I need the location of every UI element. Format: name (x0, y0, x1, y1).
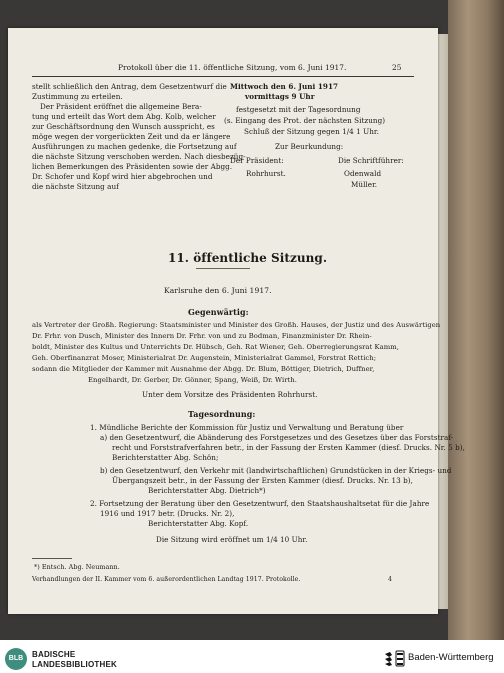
state-coat-of-arms-icon (383, 650, 405, 667)
left-line: Ausführungen zu machen gedenke, die Fortsetzung auf (32, 142, 237, 151)
running-header: Protokoll über die 11. öffentliche Sitzung, vom 6. Juni 1917. (118, 63, 347, 72)
header-rule (32, 76, 414, 77)
book-binding (448, 0, 504, 640)
agenda-line: 1. Mündliche Berichte der Kommission für Justiz und Verwaltung und Beratung über (90, 423, 404, 432)
praesident-label: Der Präsident: (230, 156, 284, 165)
viewer-footer (0, 640, 504, 673)
right-line: vormittags 9 Uhr (245, 92, 315, 101)
attendance-line: sodann die Mitglieder der Kammer mit Ausnahme der Abgg. Dr. Blum, Böttiger, Dietrich, Duffner, (32, 365, 375, 373)
left-line: die nächste Sitzung verschoben werden. Nach diesbezüg- (32, 152, 246, 161)
document-page (8, 28, 465, 614)
right-line: (s. Eingang des Prot. der nächsten Sitzung) (224, 116, 386, 125)
agenda-line: recht und Forststrafverfahren betr., in der Fassung der Ersten Kammer (diesf. Drucks. Nr. 5 b), (112, 443, 465, 452)
schriftfuehrer-name: Odenwald (344, 169, 382, 178)
left-line: lichen Bemerkungen des Präsidenten sowie der Abgg. (32, 162, 233, 171)
attendance-line: Engelhardt, Dr. Gerber, Dr. Gönner, Spang, Weiß, Dr. Wirth. (88, 376, 297, 384)
title-rule (196, 268, 250, 269)
agenda-line: a) den Gesetzentwurf, die Abänderung des Forstgesetzes und des Gesetzes über das Forststraf- (100, 433, 454, 442)
schriftfuehrer-label: Die Schriftführer: (338, 156, 404, 165)
section-title: 11. öffentliche Sitzung. (168, 251, 328, 265)
vorsitz-line: Unter dem Vorsitze des Präsidenten Rohrhurst. (142, 390, 318, 399)
footnote: *) Entsch. Abg. Neumann. (34, 563, 120, 571)
attendance-line: als Vertreter der Großh. Regierung: Staatsminister und Minister des Großh. Hauses, der Justiz und des Auswärtigen (32, 321, 441, 329)
org-name-line1: BADISCHE (32, 650, 76, 659)
opening-line: Die Sitzung wird eröffnet um 1/4 10 Uhr. (156, 535, 308, 544)
left-line: Der Präsident eröffnet die allgemeine Bera- (40, 102, 202, 111)
agenda-line: 2. Fortsetzung der Beratung über den Gesetzentwurf, den Staatshaushaltsetat für die Jahre (90, 499, 430, 508)
left-line: die nächste Sitzung auf (32, 182, 119, 191)
tagesordnung-heading: Tagesordnung: (188, 409, 256, 419)
org-name-line2: LANDESBIBLIOTHEK (32, 660, 117, 669)
footnote-rule (32, 558, 72, 559)
page-number: 25 (392, 63, 402, 72)
agenda-line: Berichterstatter Abg. Dietrich*) (148, 486, 266, 495)
attendance-line: Geh. Oberfinanzrat Moser, Ministerialrat Dr. Augenstein, Ministerialrat Gammel, Forstrat Rettich; (32, 354, 377, 362)
state-name[interactable]: Baden-Württemberg (408, 652, 494, 663)
left-line: Zustimmung zu erteilen. (32, 92, 123, 101)
right-line: festgesetzt mit der Tagesordnung (236, 105, 361, 114)
sheet-number: 4 (388, 576, 392, 583)
schriftfuehrer-name: Müller. (351, 180, 378, 189)
agenda-line: b) den Gesetzentwurf, den Verkehr mit (landwirtschaftlichen) Grundstücken in der Kriegs- und (100, 466, 452, 475)
agenda-line: Berichterstatter Abg. Schön; (112, 453, 219, 462)
blb-logo[interactable]: BLB (5, 648, 27, 670)
gegenwaertig-heading: Gegenwärtig: (188, 307, 249, 317)
agenda-line: Berichterstatter Abg. Kopf. (148, 519, 249, 528)
left-line: stellt schließlich den Antrag, dem Gesetzentwurf die (32, 82, 227, 91)
left-line: Dr. Schofer und Kopf wird hier abgebrochen und (32, 172, 213, 181)
left-line: zur Geschäftsordnung den Wunsch ausspricht, es (32, 122, 215, 131)
beurkundung-label: Zur Beurkundung: (275, 142, 344, 151)
attendance-line: boldt, Minister des Kultus und Unterrichts Dr. Hübsch, Geh. Rat Wiener, Geh. Oberregierungsrat Kamm, (32, 343, 399, 351)
praesident-name: Rohrhurst. (246, 169, 286, 178)
bottom-line: Verhandlungen der II. Kammer vom 6. außerordentlichen Landtag 1917. Protokolle. (32, 576, 301, 583)
place-date: Karlsruhe den 6. Juni 1917. (164, 286, 272, 295)
left-line: tung und erteilt das Wort dem Abg. Kolb, welcher (32, 112, 216, 121)
right-line: Mittwoch den 6. Juni 1917 (230, 82, 339, 91)
left-line: möge wegen der vorgerückten Zeit und da er längere (32, 132, 231, 141)
right-line: Schluß der Sitzung gegen 1/4 1 Uhr. (244, 127, 379, 136)
agenda-line: 1916 und 1917 betr. (Drucks. Nr. 2), (100, 509, 235, 518)
agenda-line: Übergangszeit betr., in der Fassung der Ersten Kammer (diesf. Drucks. Nr. 13 b), (112, 476, 413, 485)
attendance-line: Dr. Frhr. von Dusch, Minister des Innern Dr. Frhr. von und zu Bodman, Finanzminister Dr. Rhein- (32, 332, 372, 340)
